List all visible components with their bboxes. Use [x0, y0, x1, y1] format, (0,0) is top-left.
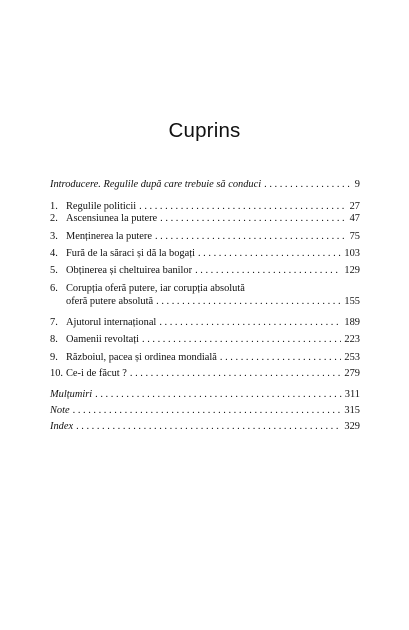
toc-entry-number: 7. — [50, 317, 58, 328]
toc-entry-label: Ce-i de făcut ? — [66, 368, 127, 379]
toc-entry-page: 9 — [354, 179, 360, 190]
toc-entry-chapter-3[interactable] — [50, 230, 360, 243]
dot-leader — [130, 367, 342, 380]
dot-leader — [264, 178, 352, 191]
toc-entry-chapter-8[interactable] — [50, 333, 360, 346]
toc-entry-notes[interactable] — [50, 404, 360, 417]
toc-entry-page: 315 — [344, 405, 360, 416]
toc-entry-label: Fură de la săraci și dă la bogați — [66, 248, 195, 259]
toc-entry-label: Obținerea și cheltuirea banilor — [66, 265, 193, 276]
dot-leader — [95, 388, 342, 401]
dot-leader — [156, 295, 341, 308]
toc-entry-label: Index — [50, 421, 74, 432]
dot-leader — [73, 404, 342, 417]
dot-leader — [160, 212, 346, 225]
toc-entry-number: 6. — [50, 283, 58, 294]
toc-entry-number: 9. — [50, 352, 58, 363]
toc-entry-label: Oamenii revoltați — [66, 334, 139, 345]
toc-entry-page: 311 — [344, 389, 360, 400]
toc-entry-chapter-7[interactable] — [50, 316, 360, 329]
toc-entry-label: Corupția oferă putere, iar corupția absolută — [66, 283, 245, 294]
toc-entry-page: 189 — [344, 317, 360, 328]
toc-entry-page: 129 — [344, 265, 360, 276]
dot-leader — [220, 351, 342, 364]
toc-entry-label-continued: oferă putere absolută — [66, 296, 154, 307]
toc-entry-number: 1. — [50, 201, 58, 212]
toc-entry-number: 4. — [50, 248, 58, 259]
toc-entry-chapter-2[interactable] — [50, 212, 360, 225]
toc-entry-page: 75 — [349, 231, 360, 242]
page-title: Cuprins — [168, 119, 241, 142]
toc-entry-page: 329 — [344, 421, 360, 432]
dot-leader — [159, 316, 341, 329]
toc-entry-label: Ajutorul internațional — [66, 317, 157, 328]
toc-entry-chapter-10[interactable] — [50, 367, 360, 380]
toc-entry-page: 103 — [344, 248, 360, 259]
toc-entry-chapter-5[interactable] — [50, 264, 360, 277]
dot-leader — [195, 264, 341, 277]
toc-entry-number: 3. — [50, 231, 58, 242]
dot-leader — [76, 420, 341, 433]
toc-entry-number: 5. — [50, 265, 58, 276]
toc-entry-page: 47 — [349, 213, 360, 224]
toc-entry-chapter-9[interactable] — [50, 351, 360, 364]
toc-entry-chapter-6[interactable] — [50, 282, 360, 308]
toc-entry-label: Mulțumiri — [50, 389, 93, 400]
toc-entry-label: Ascensiunea la putere — [66, 213, 158, 224]
toc-entry-label: Note — [50, 405, 70, 416]
toc-entry-label: Introducere. Regulile după care trebuie să conduci — [50, 179, 262, 190]
toc-entry-number: 8. — [50, 334, 58, 345]
toc-entry-page: 279 — [344, 368, 360, 379]
toc-entry-label: Războiul, pacea și ordinea mondială — [66, 352, 217, 363]
toc-entry-page: 27 — [349, 201, 360, 212]
toc-entry-label: Regulile politicii — [66, 201, 137, 212]
dot-leader — [198, 247, 341, 260]
toc-entry-number: 2. — [50, 213, 58, 224]
toc-entry-chapter-4[interactable] — [50, 247, 360, 260]
toc-entry-page: 253 — [344, 352, 360, 363]
toc-entry-number: 10. — [50, 368, 63, 379]
toc-entry-index[interactable] — [50, 420, 360, 433]
toc-entry-introduction[interactable] — [50, 178, 360, 191]
toc-entry-acknowledgements[interactable] — [50, 388, 360, 401]
dot-leader — [155, 230, 347, 243]
dot-leader — [142, 333, 341, 346]
toc-entry-label: Menținerea la putere — [66, 231, 152, 242]
toc-entry-page: 155 — [344, 296, 360, 307]
toc-entry-page: 223 — [344, 334, 360, 345]
